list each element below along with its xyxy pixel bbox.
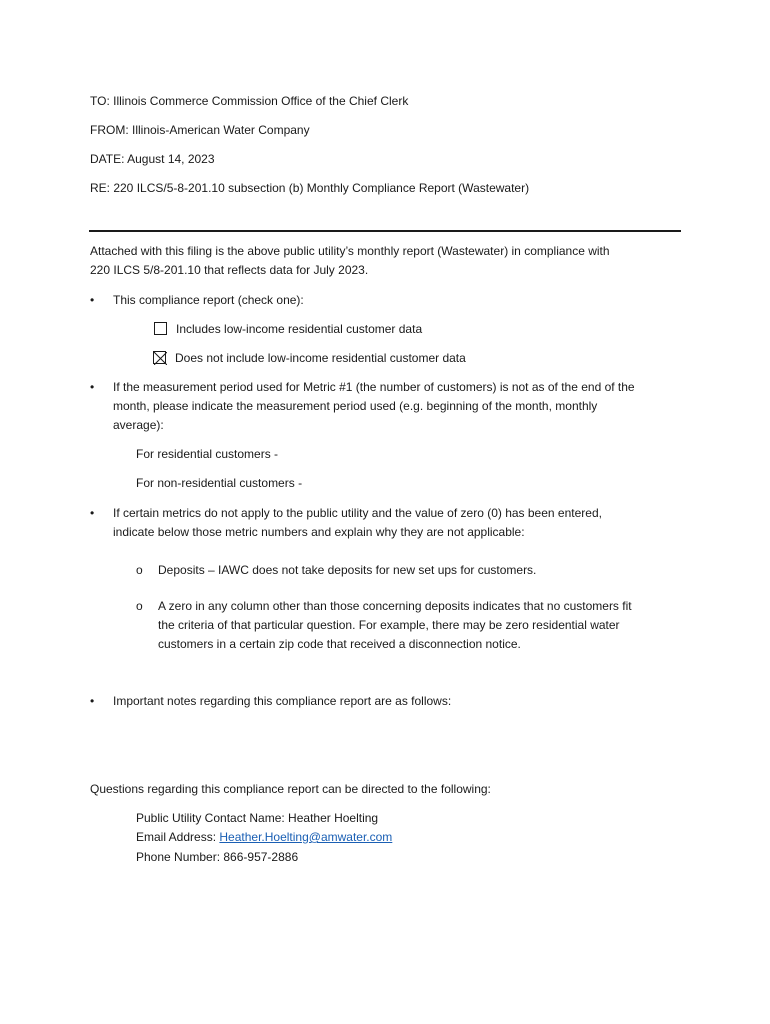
circle-bullet-icon: o <box>136 563 143 577</box>
bullet-icon: • <box>90 293 95 307</box>
metrics-line-2: indicate below those metric numbers and explain why they are not applicable: <box>113 525 525 539</box>
non-residential-customers-label: For non-residential customers - <box>136 476 303 490</box>
email-link[interactable]: Heather.Hoelting@amwater.com <box>219 830 393 844</box>
intro-line-1: Attached with this filing is the above public utility’s monthly report (Wastewater) in compliance with <box>90 244 610 258</box>
deposits-note: Deposits – IAWC does not take deposits for new set ups for customers. <box>158 563 537 577</box>
header-divider <box>89 230 681 232</box>
checkbox-includes-low-income[interactable] <box>154 322 167 335</box>
metrics-line-1: If certain metrics do not apply to the public utility and the value of zero (0) has been entered, <box>113 506 602 520</box>
measurement-line-1: If the measurement period used for Metric #1 (the number of customers) is not as of the end of the <box>113 380 635 394</box>
re-line: RE: 220 ILCS/5-8-201.10 subsection (b) Monthly Compliance Report (Wastewater) <box>90 181 530 195</box>
measurement-line-2: month, please indicate the measurement period used (e.g. beginning of the month, monthly <box>113 399 598 413</box>
important-notes-label: Important notes regarding this compliance report are as follows: <box>113 694 452 708</box>
contact-phone: Phone Number: 866-957-2886 <box>136 850 299 864</box>
date-line: DATE: August 14, 2023 <box>90 152 215 166</box>
circle-bullet-icon: o <box>136 599 143 613</box>
contact-intro: Questions regarding this compliance report can be directed to the following: <box>90 782 491 796</box>
to-line: TO: Illinois Commerce Commission Office of the Chief Clerk <box>90 94 409 108</box>
residential-customers-label: For residential customers - <box>136 447 279 461</box>
bullet-icon: • <box>90 380 95 394</box>
email-label: Email Address: <box>136 830 220 844</box>
bullet-icon: • <box>90 506 95 520</box>
check-label: This compliance report (check one): <box>113 293 304 307</box>
measurement-line-3: average): <box>113 418 164 432</box>
x-mark-icon <box>154 352 167 365</box>
option-excludes-label: Does not include low-income residential customer data <box>175 351 466 365</box>
from-line: FROM: Illinois-American Water Company <box>90 123 310 137</box>
zero-note-line-3: customers in a certain zip code that received a disconnection notice. <box>158 637 521 651</box>
bullet-icon: • <box>90 694 95 708</box>
option-includes-label: Includes low-income residential customer data <box>176 322 423 336</box>
contact-email-row <box>136 828 392 847</box>
intro-line-2: 220 ILCS 5/8-201.10 that reflects data for July 2023. <box>90 263 369 277</box>
zero-note-line-1: A zero in any column other than those concerning deposits indicates that no customers fit <box>158 599 632 613</box>
zero-note-line-2: the criteria of that particular question. For example, there may be zero residential water <box>158 618 620 632</box>
checkbox-excludes-low-income[interactable] <box>153 351 166 364</box>
contact-name: Public Utility Contact Name: Heather Hoelting <box>136 811 379 825</box>
